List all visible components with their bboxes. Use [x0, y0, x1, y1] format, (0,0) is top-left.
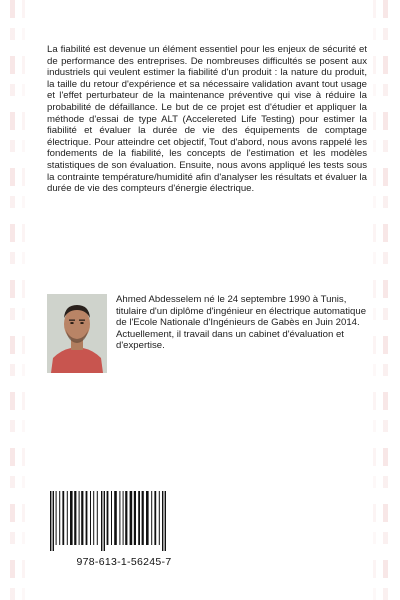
barcode-bar: [165, 491, 166, 551]
barcode-bar: [86, 491, 88, 545]
barcode-bar: [62, 491, 64, 545]
decorative-stripe-left-inner: [22, 0, 25, 600]
barcode-bar: [138, 491, 140, 545]
barcode-bar: [67, 491, 68, 545]
decorative-stripe-left: [10, 0, 15, 600]
barcode-bar: [119, 491, 120, 545]
barcode-bar: [123, 491, 124, 545]
barcode-bar: [114, 491, 117, 545]
barcode-bar: [101, 491, 102, 551]
isbn-number: 978-613-1-56245-7: [76, 556, 172, 568]
abstract-text: La fiabilité est devenue un élément essentiel pour les enjeux de sécurité et de performance des entreprises. De nombreuses difficultés se posent aux industriels qui veulent estimer la fiabilité d'un produit : la nature du produit, la taille du retour d'expérience et sa nécessaire validation avant tout usage et l'effet perturbateur de la maintenance préventive qui vise à réduire la probabilité de défaillance. Le but de ce projet est d'étudier et appliquer la méthode d'essai de type ALT (Accelereted Life Testing) pour estimer la fiabilité et évaluer la durée de vie des équipements de comptage électrique. Pour atteindre cet objectif, Tout d'abord, nous avons rappelé les fondements de la fiabilité, les concepts de l'estimation et les modèles statistiques de son évaluation. Ensuite, nous avons appliqué les tests sous la contrainte température/humidité afin d'analyser les résultats et évaluer la durée de vie des compteurs d'énergie électrique.: [47, 44, 367, 195]
author-bio: Ahmed Abdesselem né le 24 septembre 1990 à Tunis, titulaire d'un diplôme d'ingénieur en électrique automatique de l'Ecole Nationale d'Ingénieurs de Gabès en Juin 2014. Actuellement, il travail dans un cabinet d'évaluation et d'expertise.: [116, 294, 367, 352]
decorative-stripe-right: [383, 0, 388, 600]
barcode-bar: [90, 491, 91, 545]
barcode-bar: [154, 491, 156, 545]
barcode-bar: [93, 491, 94, 545]
decorative-stripe-right-inner: [373, 0, 376, 600]
author-photo: [47, 294, 107, 373]
barcode-bar: [142, 491, 144, 545]
barcode-bar: [107, 491, 109, 545]
barcode-bar: [50, 491, 51, 551]
barcode-bar: [53, 491, 54, 551]
barcode-bar: [159, 491, 160, 545]
barcode-bar: [130, 491, 133, 545]
barcode-bar: [125, 491, 127, 545]
barcode-bar: [104, 491, 105, 551]
barcode-bar: [59, 491, 60, 545]
barcode-bar: [151, 491, 152, 545]
barcode-bar: [162, 491, 163, 551]
barcode-bar: [81, 491, 83, 545]
barcode-bar: [70, 491, 73, 545]
barcode-bar: [111, 491, 112, 545]
barcode-bar: [79, 491, 80, 545]
barcode-bar: [74, 491, 76, 545]
barcode-bar: [134, 491, 136, 545]
barcode-bar: [56, 491, 57, 545]
barcode-bar: [97, 491, 98, 545]
barcode-bar: [146, 491, 149, 545]
